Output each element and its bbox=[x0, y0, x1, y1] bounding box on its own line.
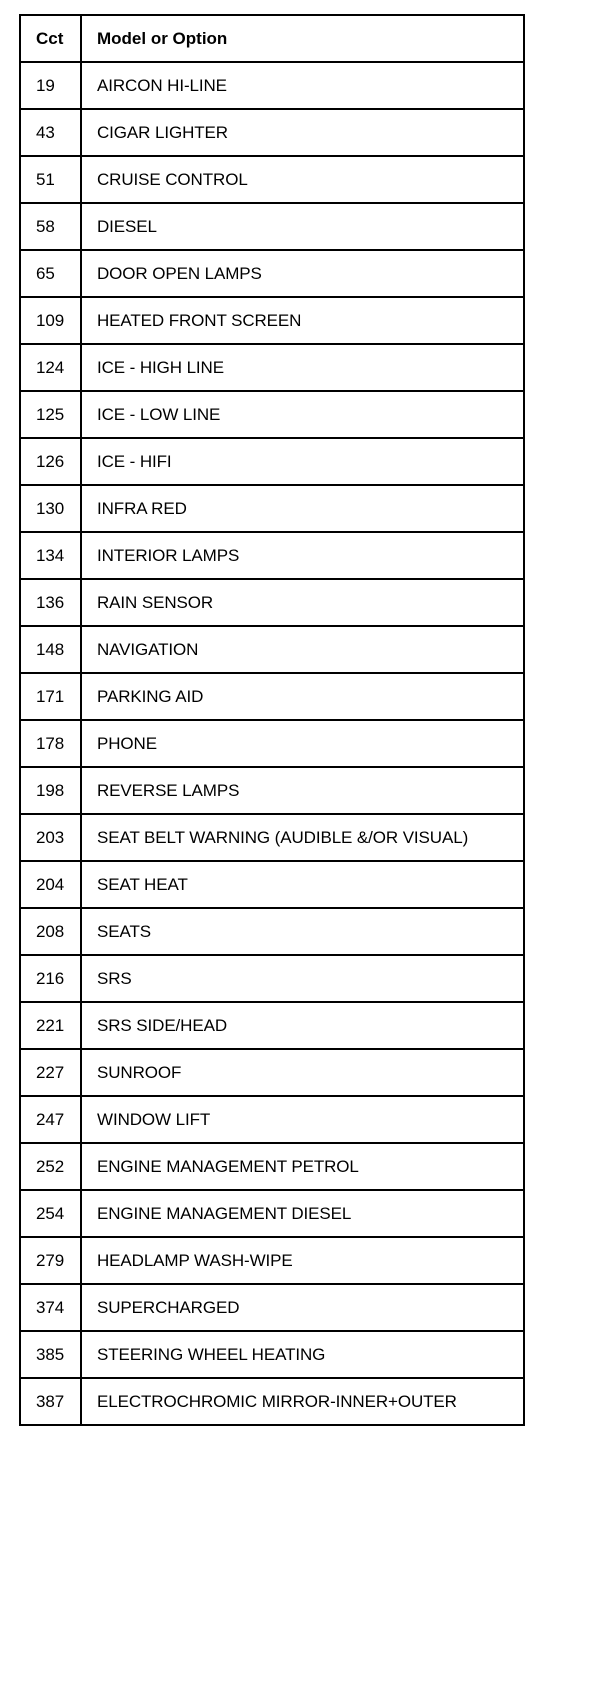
table-row bbox=[20, 297, 524, 344]
table-row bbox=[20, 908, 524, 955]
model-option-cell: SRS SIDE/HEAD bbox=[81, 1002, 524, 1049]
model-option-cell: HEADLAMP WASH-WIPE bbox=[81, 1237, 524, 1284]
model-option-cell: RAIN SENSOR bbox=[81, 579, 524, 626]
model-option-cell: SEATS bbox=[81, 908, 524, 955]
model-option-cell: INTERIOR LAMPS bbox=[81, 532, 524, 579]
table-row bbox=[20, 814, 524, 861]
cct-cell: 203 bbox=[20, 814, 81, 861]
table-row bbox=[20, 1378, 524, 1425]
table-row bbox=[20, 109, 524, 156]
cct-cell: 65 bbox=[20, 250, 81, 297]
cct-cell: 279 bbox=[20, 1237, 81, 1284]
circuit-options-table bbox=[19, 14, 525, 1426]
table-row bbox=[20, 62, 524, 109]
cct-cell: 148 bbox=[20, 626, 81, 673]
model-option-cell: PHONE bbox=[81, 720, 524, 767]
table-row bbox=[20, 1096, 524, 1143]
model-option-cell: SUPERCHARGED bbox=[81, 1284, 524, 1331]
model-option-cell: CIGAR LIGHTER bbox=[81, 109, 524, 156]
table-body bbox=[20, 62, 524, 1425]
header-row bbox=[20, 15, 524, 62]
table-row bbox=[20, 579, 524, 626]
cct-cell: 254 bbox=[20, 1190, 81, 1237]
model-option-cell: SEAT BELT WARNING (AUDIBLE &/OR VISUAL) bbox=[81, 814, 524, 861]
model-option-cell: SRS bbox=[81, 955, 524, 1002]
cct-cell: 134 bbox=[20, 532, 81, 579]
model-option-cell: REVERSE LAMPS bbox=[81, 767, 524, 814]
table-row bbox=[20, 344, 524, 391]
cct-cell: 171 bbox=[20, 673, 81, 720]
model-option-cell: INFRA RED bbox=[81, 485, 524, 532]
cct-cell: 374 bbox=[20, 1284, 81, 1331]
cct-cell: 198 bbox=[20, 767, 81, 814]
model-option-cell: AIRCON HI-LINE bbox=[81, 62, 524, 109]
cct-cell: 136 bbox=[20, 579, 81, 626]
table-row bbox=[20, 861, 524, 908]
model-option-cell: WINDOW LIFT bbox=[81, 1096, 524, 1143]
model-option-cell: DOOR OPEN LAMPS bbox=[81, 250, 524, 297]
cct-cell: 216 bbox=[20, 955, 81, 1002]
table-row bbox=[20, 1190, 524, 1237]
cct-cell: 19 bbox=[20, 62, 81, 109]
header-model-or-option: Model or Option bbox=[81, 15, 524, 62]
table-row bbox=[20, 1237, 524, 1284]
table-row bbox=[20, 203, 524, 250]
table-row bbox=[20, 532, 524, 579]
model-option-cell: ENGINE MANAGEMENT PETROL bbox=[81, 1143, 524, 1190]
cct-cell: 51 bbox=[20, 156, 81, 203]
table-row bbox=[20, 673, 524, 720]
model-option-cell: SEAT HEAT bbox=[81, 861, 524, 908]
cct-cell: 124 bbox=[20, 344, 81, 391]
table-row bbox=[20, 626, 524, 673]
model-option-cell: STEERING WHEEL HEATING bbox=[81, 1331, 524, 1378]
model-option-cell: CRUISE CONTROL bbox=[81, 156, 524, 203]
cct-cell: 58 bbox=[20, 203, 81, 250]
table-row bbox=[20, 767, 524, 814]
table-row bbox=[20, 250, 524, 297]
cct-cell: 252 bbox=[20, 1143, 81, 1190]
cct-cell: 247 bbox=[20, 1096, 81, 1143]
cct-cell: 204 bbox=[20, 861, 81, 908]
table-row bbox=[20, 1049, 524, 1096]
model-option-cell: DIESEL bbox=[81, 203, 524, 250]
table-row bbox=[20, 485, 524, 532]
cct-cell: 126 bbox=[20, 438, 81, 485]
table-row bbox=[20, 720, 524, 767]
model-option-cell: PARKING AID bbox=[81, 673, 524, 720]
cct-cell: 109 bbox=[20, 297, 81, 344]
model-option-cell: NAVIGATION bbox=[81, 626, 524, 673]
cct-cell: 178 bbox=[20, 720, 81, 767]
model-option-cell: ELECTROCHROMIC MIRROR-INNER+OUTER bbox=[81, 1378, 524, 1425]
table-row bbox=[20, 1143, 524, 1190]
cct-cell: 125 bbox=[20, 391, 81, 438]
table-row bbox=[20, 1002, 524, 1049]
model-option-cell: ENGINE MANAGEMENT DIESEL bbox=[81, 1190, 524, 1237]
cct-cell: 221 bbox=[20, 1002, 81, 1049]
model-option-cell: ICE - LOW LINE bbox=[81, 391, 524, 438]
model-option-cell: HEATED FRONT SCREEN bbox=[81, 297, 524, 344]
model-option-cell: SUNROOF bbox=[81, 1049, 524, 1096]
cct-cell: 43 bbox=[20, 109, 81, 156]
table-row bbox=[20, 391, 524, 438]
cct-cell: 385 bbox=[20, 1331, 81, 1378]
model-option-cell: ICE - HIGH LINE bbox=[81, 344, 524, 391]
table-row bbox=[20, 955, 524, 1002]
table-header bbox=[20, 15, 524, 62]
table-row bbox=[20, 1284, 524, 1331]
cct-cell: 208 bbox=[20, 908, 81, 955]
model-option-cell: ICE - HIFI bbox=[81, 438, 524, 485]
header-cct: Cct bbox=[20, 15, 81, 62]
cct-cell: 387 bbox=[20, 1378, 81, 1425]
cct-cell: 227 bbox=[20, 1049, 81, 1096]
cct-cell: 130 bbox=[20, 485, 81, 532]
table-row bbox=[20, 1331, 524, 1378]
table-row bbox=[20, 156, 524, 203]
table-row bbox=[20, 438, 524, 485]
